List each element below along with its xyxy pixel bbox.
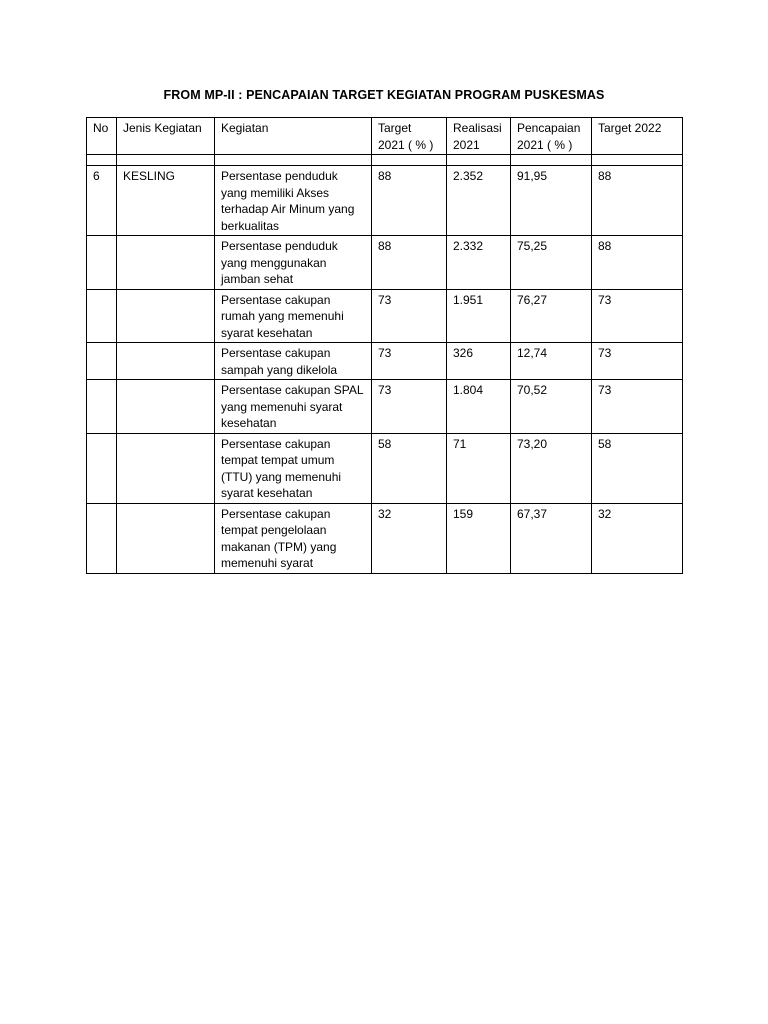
cell-realisasi-2021: 159 (447, 503, 511, 573)
cell-kegiatan: Persentase cakupan SPAL yang memenuhi syarat kesehatan (215, 380, 372, 434)
table-row (87, 380, 683, 434)
cell-pencapaian-2021: 67,37 (511, 503, 592, 573)
header-pencapaian-2021: Pencapaian 2021 ( % ) (511, 118, 592, 155)
cell-target-2021: 88 (372, 166, 447, 236)
cell-no (87, 433, 117, 503)
header-no: No (87, 118, 117, 155)
cell-realisasi-2021: 71 (447, 433, 511, 503)
cell-no (87, 343, 117, 380)
cell-jenis-kegiatan (117, 380, 215, 434)
cell-target-2021: 58 (372, 433, 447, 503)
table-row (87, 289, 683, 343)
spacer-cell (592, 155, 683, 166)
cell-realisasi-2021: 1.951 (447, 289, 511, 343)
cell-realisasi-2021: 326 (447, 343, 511, 380)
cell-target-2021: 32 (372, 503, 447, 573)
header-row (87, 118, 683, 155)
cell-kegiatan: Persentase cakupan rumah yang memenuhi syarat kesehatan (215, 289, 372, 343)
cell-jenis-kegiatan (117, 289, 215, 343)
cell-no (87, 380, 117, 434)
activity-table (86, 117, 683, 574)
header-kegiatan: Kegiatan (215, 118, 372, 155)
header-target-2021: Target 2021 ( % ) (372, 118, 447, 155)
cell-pencapaian-2021: 76,27 (511, 289, 592, 343)
cell-kegiatan: Persentase penduduk yang menggunakan jamban sehat (215, 236, 372, 290)
header-target-2022: Target 2022 (592, 118, 683, 155)
cell-no (87, 289, 117, 343)
table-row (87, 433, 683, 503)
cell-target-2021: 73 (372, 380, 447, 434)
cell-target-2022: 58 (592, 433, 683, 503)
cell-realisasi-2021: 2.352 (447, 166, 511, 236)
spacer-cell (511, 155, 592, 166)
cell-target-2022: 32 (592, 503, 683, 573)
cell-target-2022: 73 (592, 343, 683, 380)
cell-target-2022: 88 (592, 236, 683, 290)
cell-kegiatan: Persentase cakupan tempat pengelolaan makanan (TPM) yang memenuhi syarat (215, 503, 372, 573)
cell-pencapaian-2021: 70,52 (511, 380, 592, 434)
table-row (87, 166, 683, 236)
cell-no: 6 (87, 166, 117, 236)
spacer-row (87, 155, 683, 166)
cell-no (87, 503, 117, 573)
cell-jenis-kegiatan (117, 343, 215, 380)
page-title: FROM MP-II : PENCAPAIAN TARGET KEGIATAN PROGRAM PUSKESMAS (163, 88, 605, 102)
cell-realisasi-2021: 1.804 (447, 380, 511, 434)
cell-kegiatan: Persentase penduduk yang memiliki Akses terhadap Air Minum yang berkualitas (215, 166, 372, 236)
cell-jenis-kegiatan: KESLING (117, 166, 215, 236)
cell-target-2021: 73 (372, 289, 447, 343)
table-row (87, 236, 683, 290)
cell-pencapaian-2021: 75,25 (511, 236, 592, 290)
table-row (87, 503, 683, 573)
spacer-cell (372, 155, 447, 166)
cell-target-2021: 73 (372, 343, 447, 380)
cell-jenis-kegiatan (117, 433, 215, 503)
cell-jenis-kegiatan (117, 236, 215, 290)
cell-pencapaian-2021: 73,20 (511, 433, 592, 503)
cell-pencapaian-2021: 12,74 (511, 343, 592, 380)
header-realisasi-2021: Realisasi 2021 (447, 118, 511, 155)
cell-kegiatan: Persentase cakupan sampah yang dikelola (215, 343, 372, 380)
cell-target-2022: 88 (592, 166, 683, 236)
table-row (87, 343, 683, 380)
spacer-cell (117, 155, 215, 166)
cell-realisasi-2021: 2.332 (447, 236, 511, 290)
cell-jenis-kegiatan (117, 503, 215, 573)
cell-target-2021: 88 (372, 236, 447, 290)
cell-kegiatan: Persentase cakupan tempat tempat umum (TTU) yang memenuhi syarat kesehatan (215, 433, 372, 503)
spacer-cell (87, 155, 117, 166)
cell-no (87, 236, 117, 290)
cell-pencapaian-2021: 91,95 (511, 166, 592, 236)
spacer-cell (447, 155, 511, 166)
cell-target-2022: 73 (592, 380, 683, 434)
cell-target-2022: 73 (592, 289, 683, 343)
spacer-cell (215, 155, 372, 166)
header-jenis-kegiatan: Jenis Kegiatan (117, 118, 215, 155)
